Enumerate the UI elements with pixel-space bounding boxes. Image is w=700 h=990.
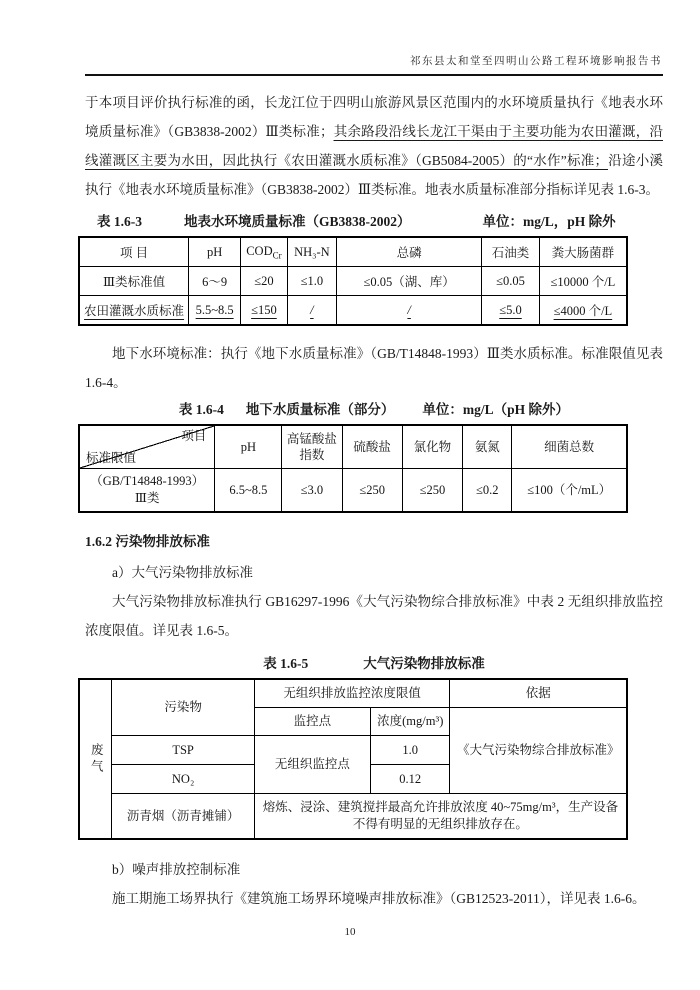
header-cell-ph: pH xyxy=(215,425,282,469)
subsection-b-noise-standards: b）噪声排放控制标准 xyxy=(112,862,241,877)
pollutant-name-no2: NO₂ xyxy=(112,765,254,794)
table-header-row-1 xyxy=(79,679,627,708)
value-nh3n: ≤1.0 xyxy=(287,267,336,296)
header-rule xyxy=(85,74,663,76)
table-title: 地下水质量标准（部分） xyxy=(245,402,395,417)
header-cell-total-phosphorus: 总磷 xyxy=(337,237,482,267)
cod-base: COD xyxy=(246,243,273,258)
subsection-a-air-standards: a）大气污染物排放标准 xyxy=(112,565,253,580)
table-unit: 单位：mg/L（pH 除外） xyxy=(422,402,570,417)
table-groundwater-quality xyxy=(78,424,628,513)
paragraph-segment-underlined: 其余路段沿线长龙江干渠由于主要功能为农田灌溉，沿线灌溉区主要为水田，因此执行《农田灌溉水质标准》（GB5084-2005）的“水作”标准； xyxy=(85,124,663,168)
cell-basis-standard: 《大气污染物综合排放标准》 xyxy=(450,708,627,794)
section-heading-1-6-2: 1.6.2 污染物排放标准 xyxy=(85,534,210,549)
header-cell-chloride: 氯化物 xyxy=(402,425,462,469)
paragraph-surface-water-standards xyxy=(85,88,663,204)
row-label-line1: （GB/T14848-1993） xyxy=(90,474,205,488)
paragraph-air-emission: 大气污染物排放标准执行 GB16297-1996《大气污染物综合排放标准》中表 2 无组织排放监控浓度限值。详见表 1.6-5。 xyxy=(85,594,663,638)
table-row-class3 xyxy=(79,267,627,296)
table-header-row xyxy=(79,237,627,267)
page-content xyxy=(85,88,663,913)
table-title: 大气污染物排放标准 xyxy=(363,656,485,671)
page-header-title: 祁东县太和堂至四明山公路工程环境影响报告书 xyxy=(410,56,662,67)
header-cell-monitor-point: 监控点 xyxy=(254,708,370,736)
header-cell-concentration: 浓度(mg/m³) xyxy=(371,708,450,736)
table-1-6-5-caption xyxy=(85,653,663,675)
value-text: / xyxy=(407,302,411,317)
header-cell-limit: 无组织排放监控浓度限值 xyxy=(254,679,450,708)
paragraph-segment: 于本项目评价执行标准的函，长龙江位于四明山旅游风景区范围内的水环境质量执行《地表水环境质量标准》（GB3838-2002）Ⅲ类标准； xyxy=(85,95,663,139)
value-ph: 6.5~8.5 xyxy=(215,469,282,513)
table-title: 地表水环境质量标准（GB3838-2002） xyxy=(184,214,411,229)
row-label xyxy=(79,469,215,513)
value-ammonia: ≤0.2 xyxy=(463,469,512,513)
table-number: 表 1.6-3 xyxy=(97,214,142,229)
value-sulfate: ≤250 xyxy=(342,469,402,513)
value-ph xyxy=(189,296,241,326)
header-cell-sulfate: 硫酸盐 xyxy=(342,425,402,469)
table-unit: 单位：mg/L，pH 除外 xyxy=(482,214,616,229)
page-number: 10 xyxy=(344,926,356,938)
paragraph-groundwater-standards: 地下水环境标准：执行《地下水质量标准》（GB/T14848-1993）Ⅲ类水质标准。标准限值见表 1.6-4。 xyxy=(85,346,663,390)
value-no2-concentration: 0.12 xyxy=(371,765,450,794)
header-cell-permanganate: 高锰酸盐指数 xyxy=(282,425,342,469)
header-cell-item: 项 目 xyxy=(79,237,189,267)
header-cell-cod xyxy=(241,237,288,267)
value-text: ≤5.0 xyxy=(499,302,522,317)
header-cell-ph: pH xyxy=(189,237,241,267)
value-tsp-concentration: 1.0 xyxy=(371,736,450,765)
paragraph-noise-emission: 施工期施工场界执行《建筑施工场界环境噪声排放标准》（GB12523-2011），详见表 1.6-6。 xyxy=(112,891,646,906)
value-text: ≤150 xyxy=(251,302,277,317)
value-text: ≤4000 个/L xyxy=(553,304,613,318)
value-bacteria: ≤100（个/mL） xyxy=(512,469,627,513)
value-text: 5.5~8.5 xyxy=(195,302,234,317)
row-label: Ⅲ类标准值 xyxy=(79,267,189,296)
row-label-text: 农田灌溉水质标准 xyxy=(84,304,185,318)
header-cell-basis: 依据 xyxy=(450,679,627,708)
paragraph-segment: 沿途小溪执行《地表水环境质量标准》（GB3838-2002）Ⅲ类标准。地表水质量标准部分指标详见表 1.6-3。 xyxy=(85,153,664,197)
table-1-6-3-caption xyxy=(85,211,663,233)
value-coliform xyxy=(539,296,627,326)
value-permanganate: ≤3.0 xyxy=(282,469,342,513)
header-cell-pollutant: 污染物 xyxy=(112,679,254,736)
table-number: 表 1.6-5 xyxy=(263,656,309,671)
diagonal-label-limit: 标准限值 xyxy=(86,451,137,465)
cell-asphalt-requirement: 熔炼、浸涂、建筑搅拌最高允许排放浓度 40~75mg/m³，生产设备不得有明显的无组织排放存在。 xyxy=(254,794,627,840)
table-surface-water-quality xyxy=(78,236,628,326)
header-cell-ammonia: 氨氮 xyxy=(463,425,512,469)
header-cell-petroleum: 石油类 xyxy=(482,237,540,267)
value-total-phosphorus: ≤0.05（湖、库） xyxy=(337,267,482,296)
cell-monitor-point-value: 无组织监控点 xyxy=(254,736,370,794)
table-number: 表 1.6-4 xyxy=(178,402,224,417)
value-petroleum: ≤0.05 xyxy=(482,267,540,296)
header-cell-coliform: 粪大肠菌群 xyxy=(539,237,627,267)
row-label-line2: Ⅲ类 xyxy=(134,491,160,505)
table-air-pollutant-emission xyxy=(78,678,628,840)
value-cod xyxy=(241,296,288,326)
value-nh3n xyxy=(287,296,336,326)
value-total-phosphorus xyxy=(337,296,482,326)
waste-gas-label: 废气 xyxy=(89,742,104,776)
value-chloride: ≤250 xyxy=(402,469,462,513)
header-cell-nh3n: NH₃-N xyxy=(287,237,336,267)
row-label xyxy=(79,296,189,326)
header-cell-bacteria: 细菌总数 xyxy=(512,425,627,469)
value-ph: 6～9 xyxy=(189,267,241,296)
value-cod: ≤20 xyxy=(241,267,288,296)
value-text: / xyxy=(310,302,314,317)
value-coliform: ≤10000 个/L xyxy=(539,267,627,296)
header-cell-diagonal xyxy=(79,425,215,469)
group-cell-waste-gas xyxy=(79,679,112,839)
pollutant-name-asphalt: 沥青烟（沥青摊铺） xyxy=(112,794,254,840)
table-data-row xyxy=(79,469,627,513)
table-row-asphalt-fume xyxy=(79,794,627,840)
cod-subscript: Cr xyxy=(272,250,282,261)
table-row-irrigation xyxy=(79,296,627,326)
value-petroleum xyxy=(482,296,540,326)
diagonal-label-item: 项目 xyxy=(181,429,207,443)
table-1-6-4-caption xyxy=(85,399,663,421)
pollutant-name-tsp: TSP xyxy=(112,736,254,765)
table-header-row xyxy=(79,425,627,469)
